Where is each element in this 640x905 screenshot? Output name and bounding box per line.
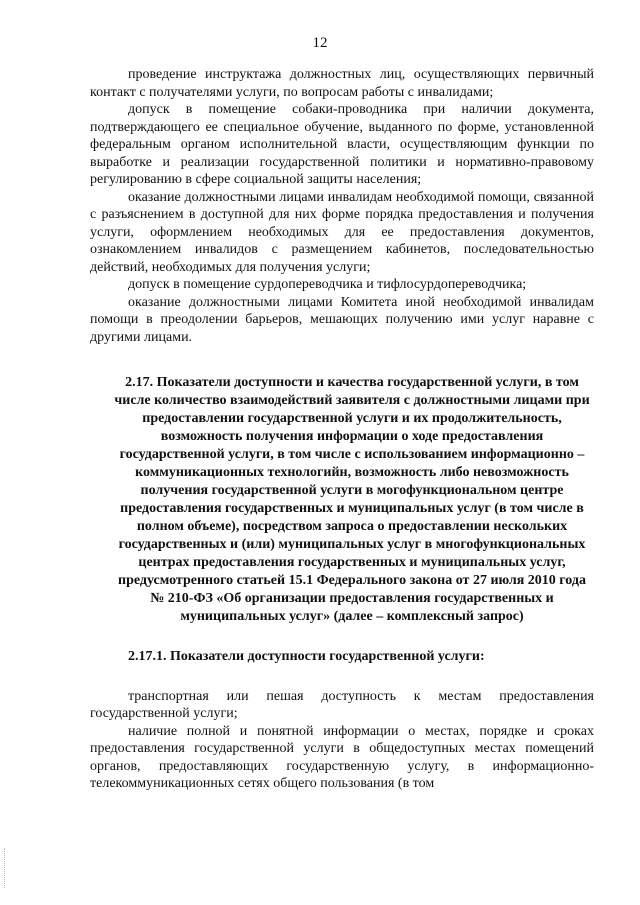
spacer	[90, 346, 594, 374]
section-heading: 2.17. Показатели доступности и качества государственной услуги, в том числе количество взаимодействий заявителя с должностными лицами при предоставлении государственной услуги и их продолжительность, возможность получения информации о ходе предоставления государственной услуги, в том числе с использованием информационно – коммуникационных технологийн, возможность либо невозможность получения государственной услуги в могофункциональном центре предоставления государственных и муниципальных услуг (в том числе в полном объеме), посредством запроса о предоставлении нескольких государственных и (или) муниципальных услуг в многофункциональных центрах предоставления государственных и муниципальных услуг, предусмотренного статьей 15.1 Федерального закона от 27 июля 2010 года № 210-ФЗ «Об организации предоставления государственных и муниципальных услуг» (далее – комплексный запрос)	[114, 375, 590, 624]
spacer	[90, 626, 594, 648]
scan-artifact	[4, 848, 7, 888]
page-number: 12	[312, 35, 328, 51]
document-body	[90, 66, 594, 793]
spacer	[90, 666, 594, 688]
paragraph-instruction: проведение инструктажа должностных лиц, осуществляющих первичный контакт с получателями услуги, по вопросам работы с инвалидами;	[90, 67, 594, 100]
paragraph-interpreter: допуск в помещение сурдопереводчика и тифлосурдопереводчика;	[128, 277, 527, 292]
paragraph-other-help: оказание должностными лицами Комитета иной необходимой инвалидам помощи в преодолении барьеров, мешающих получению ими услуг наравне с другими лицами.	[90, 294, 594, 345]
paragraph-guide-dog: допуск в помещение собаки-проводника при наличии документа, подтверждающего ее специальное обучение, выданного по форме, установленной федеральным органом исполнительной власти, осуществляющим функции по выработке и реализации государственной политики и нормативно-правовому регулированию в сфере социальной защиты населения;	[90, 102, 594, 187]
subsection-heading: 2.17.1. Показатели доступности государственной услуги:	[128, 649, 485, 664]
paragraph-information: наличие полной и понятной информации о местах, порядке и сроках предоставления государственной услуги в общедоступных местах помещений органов, предоставляющих государственную услугу, в информационно-телекоммуникационных сетях общего пользования (в том	[90, 723, 594, 791]
paragraph-transport: транспортная или пешая доступность к местам предоставления государственной услуги;	[90, 688, 594, 721]
paragraph-assistance: оказание должностными лицами инвалидам необходимой помощи, связанной с разъяснением в доступной для них форме порядка предоставления и получения услуги, оформлением необходимых для ее предоставления документов, ознакомлением инвалидов с размещением кабинетов, последовательностью действий, необходимых для получения услуги;	[90, 189, 594, 275]
